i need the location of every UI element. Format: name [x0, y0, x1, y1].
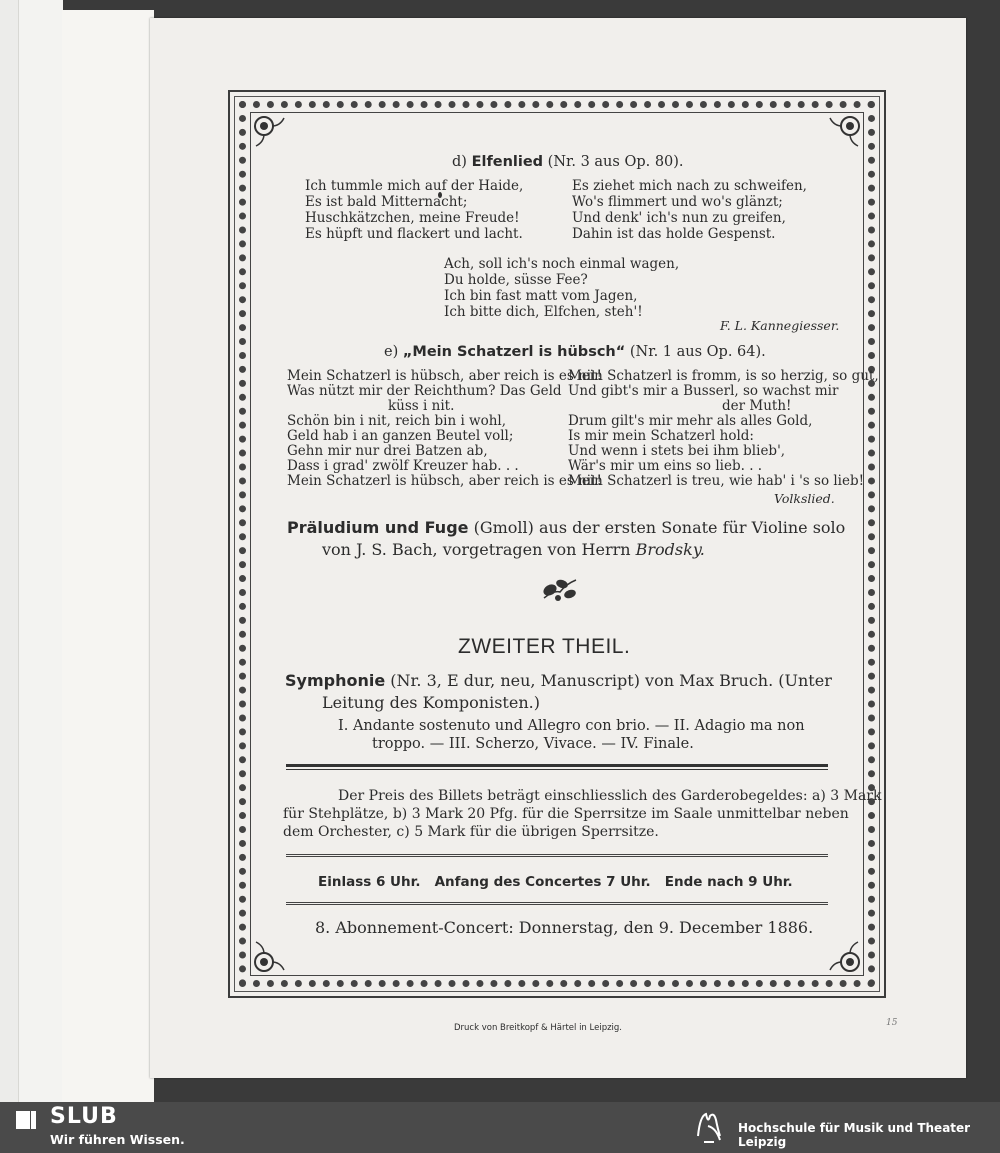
verse-line: Ich bitte dich, Elfchen, steh'! [444, 304, 643, 320]
hmt-logo-icon[interactable] [690, 1106, 732, 1148]
price-line: für Stehplätze, b) 3 Mark 20 Pfg. für die Sperrsitze im Saale unmittelbar neben [283, 806, 849, 822]
verse-line: Mein Schatzerl is fromm, is so herzig, so gut, [568, 368, 879, 384]
part-two-heading: ZWEITER THEIL. [458, 635, 631, 658]
verse-line: Is mir mein Schatzerl hold: [568, 428, 754, 444]
verse-line: Drum gilt's mir mehr als alles Gold, [568, 413, 813, 429]
verse-line: Mein Schatzerl is hübsch, aber reich is es nit! [287, 473, 602, 489]
verse-line: Und wenn i stets bei ihm blieb', [568, 443, 786, 459]
verse-line: Und gibt's mir a Busserl, so wachst mir [568, 383, 839, 399]
price-line: dem Orchester, c) 5 Mark für die übrigen Sperrsitze. [283, 824, 659, 840]
praeludium-line-2 [322, 540, 705, 559]
verse-line: Wo's flimmert und wo's glänzt; [572, 194, 783, 210]
work-details: von J. S. Bach, vorgetragen von Herrn [322, 540, 631, 559]
praeludium-line-1 [287, 518, 845, 537]
heading-title: Elfenlied [471, 154, 544, 170]
printer-imprint: Druck von Breitkopf & Härtel in Leipzig. [454, 1023, 623, 1033]
heading-prefix: e) [384, 344, 399, 360]
verse-line: Es ziehet mich nach zu schweifen, [572, 178, 807, 194]
elfenlied-heading [452, 154, 684, 170]
divider-rule [286, 764, 828, 770]
verse-line: Ach, soll ich's noch einmal wagen, [444, 256, 680, 272]
viewer-footer-bar [0, 1102, 1000, 1153]
facing-page-edge [62, 10, 154, 1102]
verse-line: Dahin ist das holde Gespenst. [572, 226, 776, 242]
library-name[interactable]: SLUB [50, 1104, 118, 1129]
verse-line: Es ist bald Mitternacht; [305, 194, 468, 210]
symphonie-line-1 [285, 671, 832, 690]
oak-leaf-ornament [540, 574, 580, 604]
verse-line: Mein Schatzerl is treu, wie hab' i 's so lieb! [568, 473, 865, 489]
heading-prefix: d) [452, 154, 467, 170]
symphonie-line-2: Leitung des Komponisten.) [322, 693, 540, 712]
price-line: Der Preis des Billets beträgt einschliesslich des Garderobegeldes: a) 3 Mark [338, 788, 882, 804]
scanned-page [150, 18, 966, 1078]
verse-line: Dass i grad' zwölf Kreuzer hab. . . [287, 458, 519, 474]
verse-line: Du holde, süsse Fee? [444, 272, 588, 288]
partner-institution-name[interactable]: Hochschule für Musik und Theater Leipzig [738, 1121, 971, 1149]
verse-line: Huschkätzchen, meine Freude! [305, 210, 520, 226]
verse-line: Was nützt mir der Reichthum? Das Geld [287, 383, 562, 399]
verse-line: Mein Schatzerl is hübsch, aber reich is es nit! [287, 368, 602, 384]
performer-name: Brodsky. [635, 540, 705, 559]
verse-line: Geld hab i an ganzen Beutel voll; [287, 428, 514, 444]
work-title: Symphonie [285, 671, 386, 690]
work-details: (Nr. 3, E dur, neu, Manuscript) von Max Bruch. (Unter [390, 671, 832, 690]
work-details: (Gmoll) aus der ersten Sonate für Violine solo [473, 518, 846, 537]
movements-line-1: I. Andante sostenuto und Allegro con brio. — II. Adagio ma non [338, 718, 805, 734]
movements-line-2: troppo. — III. Scherzo, Vivace. — IV. Finale. [372, 736, 694, 752]
verse-line: Wär's mir um eins so lieb. . . [568, 458, 763, 474]
verse-line: küss i nit. [388, 398, 455, 414]
programme-text [150, 18, 966, 1078]
next-concert-notice: 8. Abonnement-Concert: Donnerstag, den 9. December 1886. [315, 918, 814, 937]
poem-author: F. L. Kannegiesser. [720, 318, 840, 333]
verse-line: Gehn mir nur drei Batzen ab, [287, 443, 488, 459]
verse-line: Schön bin i nit, reich bin i wohl, [287, 413, 507, 429]
divider-rule [286, 902, 828, 905]
divider-rule [286, 854, 828, 857]
page-number-annotation: 15 [886, 1018, 898, 1028]
verse-line: der Muth! [722, 398, 792, 414]
spine-edge [18, 0, 63, 1102]
schatzerl-heading [384, 344, 766, 360]
verse-line: Es hüpft und flackert und lacht. [305, 226, 523, 242]
verse-line: Ich bin fast matt vom Jagen, [444, 288, 638, 304]
heading-suffix: (Nr. 1 aus Op. 64). [629, 344, 766, 360]
book-spine [0, 0, 63, 1102]
verse-line: Ich tummle mich auf der Haide, [305, 178, 524, 194]
heading-title: „Mein Schatzerl is hübsch“ [402, 344, 626, 360]
poem-author: Volkslied. [774, 491, 835, 506]
verse-line: Und denk' ich's nun zu greifen, [572, 210, 786, 226]
slub-book-icon[interactable] [14, 1108, 38, 1132]
heading-suffix: (Nr. 3 aus Op. 80). [547, 154, 684, 170]
concert-times: Einlass 6 Uhr. Anfang des Concertes 7 Uhr. Ende nach 9 Uhr. [318, 874, 793, 890]
work-title: Präludium und Fuge [287, 518, 469, 537]
library-tagline: Wir führen Wissen. [50, 1132, 185, 1147]
